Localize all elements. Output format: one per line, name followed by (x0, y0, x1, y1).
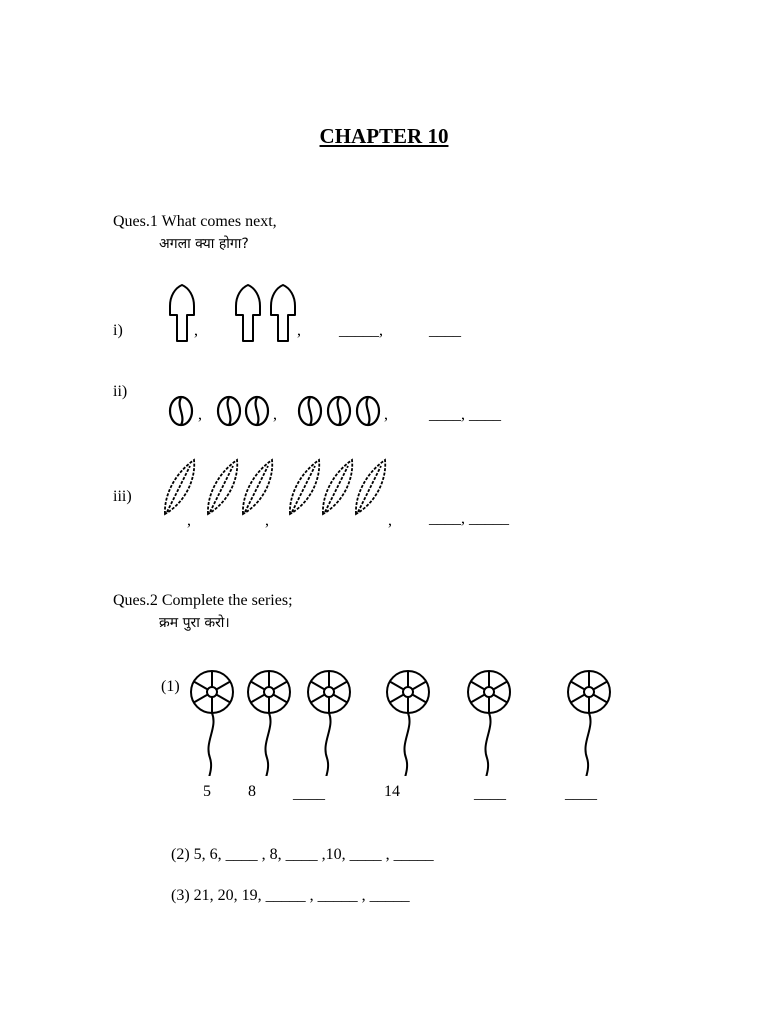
leaf-icon (290, 460, 319, 514)
series-value: 5 (203, 783, 211, 800)
series-value: 14 (384, 783, 400, 800)
part-3-series: (3) 21, 20, 19, _____ , _____ , _____ (171, 887, 410, 904)
flower-icon (468, 671, 510, 776)
oval-seed-icon (246, 397, 268, 425)
question-1-heading: Ques.1 What comes next, (113, 213, 277, 230)
flower-icon (387, 671, 429, 776)
oval-seed-icon (170, 397, 192, 425)
leaf-icon (356, 460, 385, 514)
question-2-heading: Ques.2 Complete the series; (113, 592, 293, 609)
row-2-comma: , (384, 406, 388, 423)
series-blank: ____ (293, 785, 325, 802)
part-2-series: (2) 5, 6, ____ , 8, ____ ,10, ____ , _____ (171, 846, 434, 863)
row-1-blank: _____, (339, 322, 383, 339)
series-blank: ____ (565, 785, 597, 802)
row-3-label: iii) (113, 488, 132, 505)
row-2-label: ii) (113, 383, 128, 400)
oval-seed-icon (218, 397, 240, 425)
page-title: CHAPTER 10 (319, 124, 449, 148)
arrow-pattern (165, 284, 305, 344)
flower-icon (248, 671, 290, 776)
leaf-icon (165, 460, 194, 514)
row-1-label: i) (113, 322, 123, 339)
arrow-up-icon (170, 285, 194, 341)
row-1-blank: ____ (429, 322, 461, 339)
row-2-comma: , (198, 406, 202, 423)
series-blank: ____ (474, 785, 506, 802)
row-2-comma: , (273, 406, 277, 423)
question-2-hindi: क्रम पुरा करो। (159, 615, 230, 631)
flower-icon (308, 671, 350, 776)
leaf-icon (243, 460, 272, 514)
flower-icon (191, 671, 233, 776)
leaf-pattern (160, 456, 395, 520)
question-1-hindi: अगला क्या होगा? (159, 236, 249, 252)
series-value: 8 (248, 783, 256, 800)
flower-row (185, 660, 615, 776)
row-1-comma: , (297, 322, 301, 339)
row-3-comma: , (388, 512, 392, 529)
arrow-up-icon (236, 285, 260, 341)
leaf-icon (323, 460, 352, 514)
row-2-blank: ____, ____ (429, 406, 501, 423)
oval-seed-icon (299, 397, 321, 425)
row-3-comma: , (265, 512, 269, 529)
arrow-up-icon (271, 285, 295, 341)
flower-icon (568, 671, 610, 776)
row-3-comma: , (187, 512, 191, 529)
oval-seed-icon (357, 397, 379, 425)
leaf-icon (208, 460, 237, 514)
part-1-label: (1) (161, 678, 180, 695)
oval-seed-icon (328, 397, 350, 425)
row-3-blank: ____, _____ (429, 510, 509, 527)
row-1-comma: , (194, 322, 198, 339)
